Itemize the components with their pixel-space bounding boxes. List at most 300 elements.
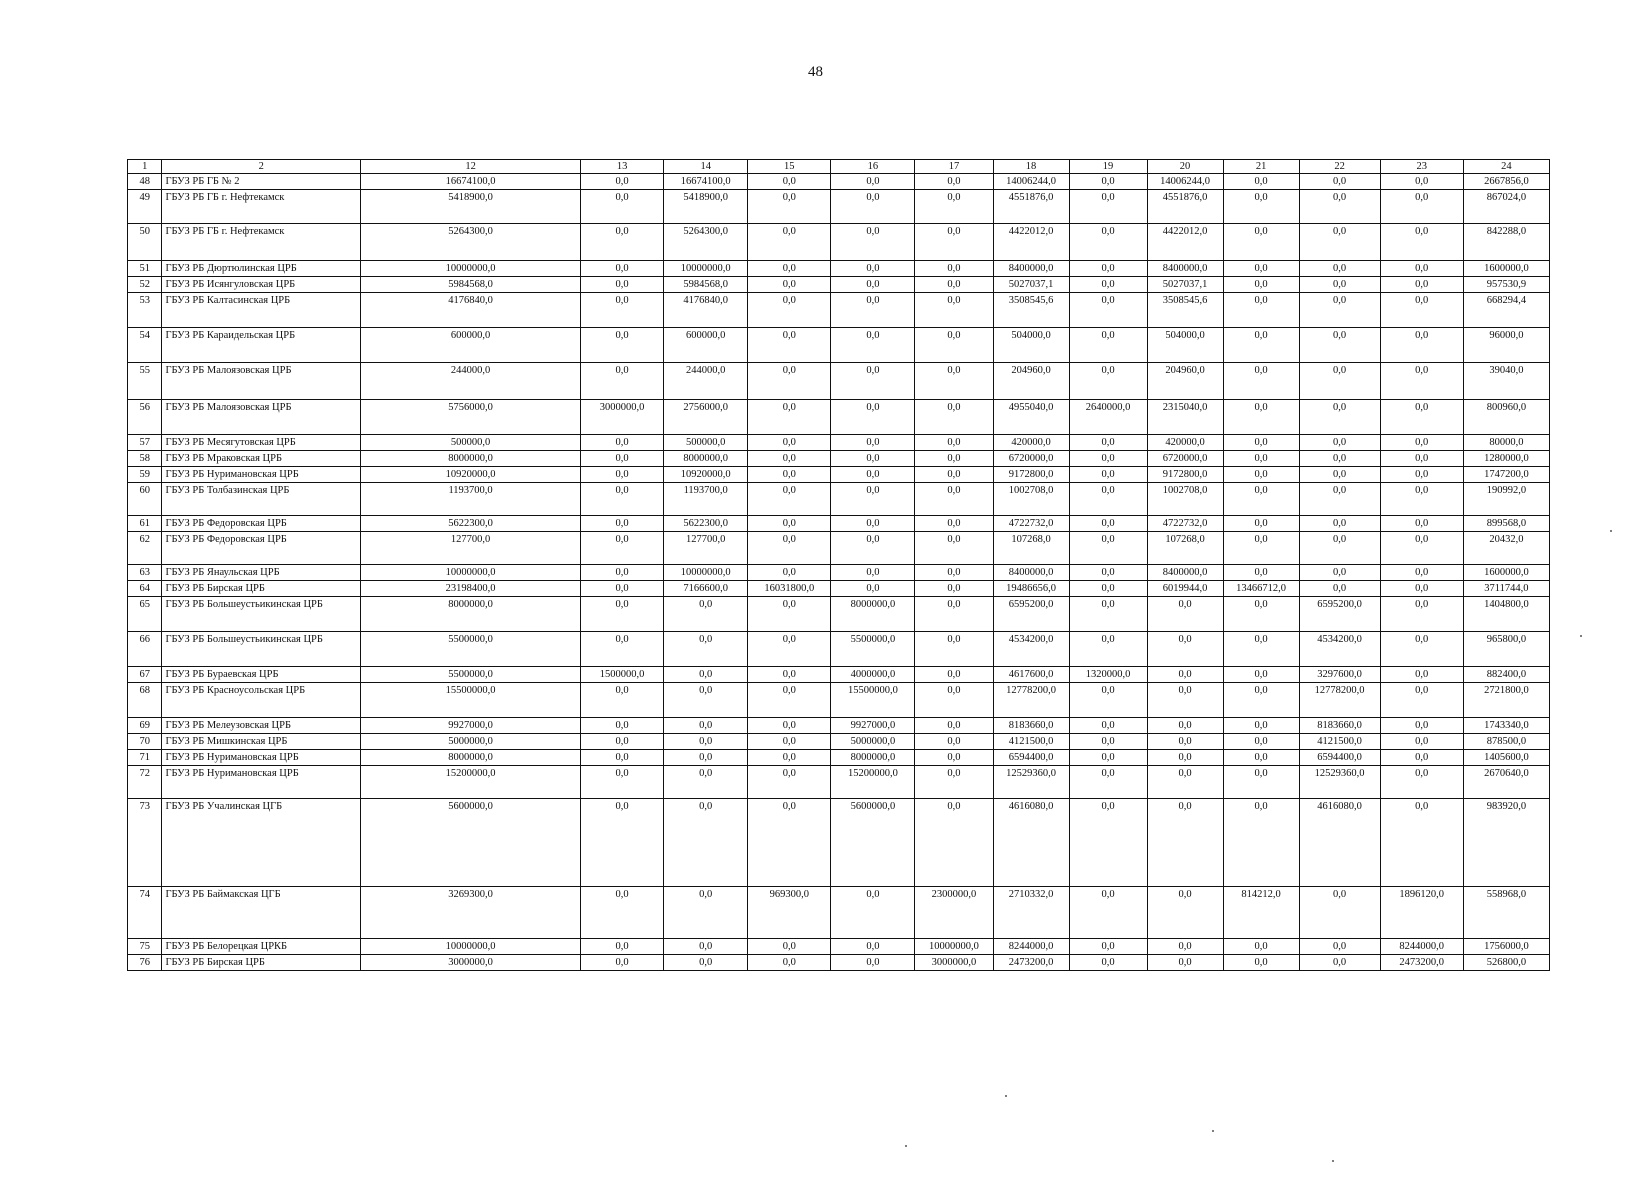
institution-name-cell: ГБУЗ РБ Федоровская ЦРБ: [162, 516, 361, 532]
value-cell: 3000000,0: [581, 400, 664, 435]
value-cell: 0,0: [664, 887, 748, 939]
value-cell: 558968,0: [1463, 887, 1549, 939]
value-cell: 204960,0: [993, 363, 1069, 400]
value-cell: 0,0: [748, 939, 831, 955]
value-cell: 0,0: [1147, 683, 1223, 718]
row-number-cell: 72: [128, 766, 162, 799]
value-cell: 0,0: [748, 483, 831, 516]
column-header: 1: [128, 160, 162, 174]
row-number-cell: 55: [128, 363, 162, 400]
value-cell: 0,0: [915, 597, 993, 632]
value-cell: 0,0: [664, 597, 748, 632]
row-number-cell: 60: [128, 483, 162, 516]
value-cell: 0,0: [831, 363, 915, 400]
value-cell: 0,0: [748, 435, 831, 451]
value-cell: 6019944,0: [1147, 581, 1223, 597]
table-row: [128, 435, 1550, 451]
value-cell: 0,0: [1223, 565, 1299, 581]
value-cell: 800960,0: [1463, 400, 1549, 435]
institution-name-cell: ГБУЗ РБ Большеустьикинская ЦРБ: [162, 632, 361, 667]
value-cell: 0,0: [581, 328, 664, 363]
table-row: [128, 887, 1550, 939]
value-cell: 0,0: [1069, 328, 1147, 363]
value-cell: 5500000,0: [361, 667, 581, 683]
scan-speck: [1212, 1130, 1214, 1132]
value-cell: 0,0: [748, 451, 831, 467]
value-cell: 0,0: [664, 718, 748, 734]
institution-name-cell: ГБУЗ РБ Бирская ЦРБ: [162, 955, 361, 971]
value-cell: 0,0: [1069, 565, 1147, 581]
column-header: 18: [993, 160, 1069, 174]
value-cell: 20432,0: [1463, 532, 1549, 565]
value-cell: 4617600,0: [993, 667, 1069, 683]
value-cell: 6594400,0: [1299, 750, 1380, 766]
value-cell: 15500000,0: [831, 683, 915, 718]
table-header: [128, 160, 1550, 174]
table-row: [128, 328, 1550, 363]
value-cell: 0,0: [915, 451, 993, 467]
value-cell: 0,0: [748, 718, 831, 734]
value-cell: 957530,9: [1463, 277, 1549, 293]
institution-name-cell: ГБУЗ РБ Исянгуловская ЦРБ: [162, 277, 361, 293]
value-cell: 0,0: [1380, 467, 1463, 483]
value-cell: 0,0: [1069, 516, 1147, 532]
value-cell: 0,0: [1223, 683, 1299, 718]
column-header: 24: [1463, 160, 1549, 174]
value-cell: 23198400,0: [361, 581, 581, 597]
value-cell: 8000000,0: [361, 597, 581, 632]
value-cell: 0,0: [664, 939, 748, 955]
value-cell: 1600000,0: [1463, 565, 1549, 581]
value-cell: 0,0: [748, 261, 831, 277]
row-number-cell: 62: [128, 532, 162, 565]
value-cell: 12778200,0: [1299, 683, 1380, 718]
value-cell: 5027037,1: [993, 277, 1069, 293]
value-cell: 0,0: [748, 328, 831, 363]
value-cell: 0,0: [915, 718, 993, 734]
value-cell: 0,0: [915, 261, 993, 277]
institution-name-cell: ГБУЗ РБ ГБ г. Нефтекамск: [162, 224, 361, 261]
value-cell: 0,0: [1299, 363, 1380, 400]
value-cell: 204960,0: [1147, 363, 1223, 400]
value-cell: 0,0: [1299, 887, 1380, 939]
value-cell: 0,0: [1223, 190, 1299, 224]
value-cell: 0,0: [664, 683, 748, 718]
value-cell: 500000,0: [361, 435, 581, 451]
value-cell: 0,0: [1069, 261, 1147, 277]
value-cell: 10000000,0: [915, 939, 993, 955]
value-cell: 0,0: [915, 328, 993, 363]
value-cell: 5264300,0: [361, 224, 581, 261]
row-number-cell: 64: [128, 581, 162, 597]
value-cell: 0,0: [1299, 483, 1380, 516]
value-cell: 4422012,0: [993, 224, 1069, 261]
value-cell: 6594400,0: [993, 750, 1069, 766]
value-cell: 5600000,0: [361, 799, 581, 887]
value-cell: 0,0: [831, 887, 915, 939]
value-cell: 0,0: [1380, 750, 1463, 766]
value-cell: 8000000,0: [361, 750, 581, 766]
value-cell: 4534200,0: [1299, 632, 1380, 667]
institution-name-cell: ГБУЗ РБ Нуримановская ЦРБ: [162, 766, 361, 799]
value-cell: 2670640,0: [1463, 766, 1549, 799]
value-cell: 2315040,0: [1147, 400, 1223, 435]
value-cell: 8000000,0: [831, 597, 915, 632]
value-cell: 0,0: [915, 435, 993, 451]
value-cell: 0,0: [1069, 683, 1147, 718]
value-cell: 0,0: [1223, 766, 1299, 799]
value-cell: 5600000,0: [831, 799, 915, 887]
value-cell: 0,0: [1223, 400, 1299, 435]
value-cell: 0,0: [1069, 939, 1147, 955]
value-cell: 0,0: [831, 581, 915, 597]
value-cell: 8183660,0: [993, 718, 1069, 734]
institution-name-cell: ГБУЗ РБ Федоровская ЦРБ: [162, 532, 361, 565]
value-cell: 0,0: [1380, 174, 1463, 190]
value-cell: 0,0: [581, 718, 664, 734]
value-cell: 0,0: [915, 734, 993, 750]
value-cell: 0,0: [1223, 955, 1299, 971]
value-cell: 0,0: [1147, 632, 1223, 667]
value-cell: 0,0: [831, 174, 915, 190]
institution-name-cell: ГБУЗ РБ Большеустьикинская ЦРБ: [162, 597, 361, 632]
value-cell: 0,0: [1299, 224, 1380, 261]
value-cell: 0,0: [1299, 277, 1380, 293]
row-number-cell: 76: [128, 955, 162, 971]
value-cell: 0,0: [664, 766, 748, 799]
value-cell: 0,0: [581, 750, 664, 766]
value-cell: 0,0: [1147, 955, 1223, 971]
value-cell: 6595200,0: [1299, 597, 1380, 632]
value-cell: 0,0: [1299, 516, 1380, 532]
institution-name-cell: ГБУЗ РБ Красноусольская ЦРБ: [162, 683, 361, 718]
value-cell: 8400000,0: [993, 565, 1069, 581]
value-cell: 0,0: [1147, 667, 1223, 683]
column-header: 14: [664, 160, 748, 174]
value-cell: 0,0: [1147, 750, 1223, 766]
value-cell: 0,0: [1147, 734, 1223, 750]
value-cell: 0,0: [1299, 261, 1380, 277]
value-cell: 10000000,0: [361, 565, 581, 581]
value-cell: 0,0: [915, 516, 993, 532]
scan-speck: [1610, 530, 1612, 532]
value-cell: 0,0: [748, 516, 831, 532]
value-cell: 0,0: [915, 467, 993, 483]
value-cell: 3508545,6: [993, 293, 1069, 328]
value-cell: 0,0: [1223, 532, 1299, 565]
value-cell: 5500000,0: [361, 632, 581, 667]
value-cell: 16674100,0: [361, 174, 581, 190]
institution-name-cell: ГБУЗ РБ Бирская ЦРБ: [162, 581, 361, 597]
value-cell: 8000000,0: [831, 750, 915, 766]
value-cell: 0,0: [831, 328, 915, 363]
value-cell: 0,0: [581, 766, 664, 799]
value-cell: 127700,0: [361, 532, 581, 565]
value-cell: 0,0: [1223, 718, 1299, 734]
value-cell: 5622300,0: [361, 516, 581, 532]
value-cell: 4616080,0: [1299, 799, 1380, 887]
institution-name-cell: ГБУЗ РБ Толбазинская ЦРБ: [162, 483, 361, 516]
value-cell: 5500000,0: [831, 632, 915, 667]
value-cell: 0,0: [1147, 799, 1223, 887]
institution-name-cell: ГБУЗ РБ Месягутовская ЦРБ: [162, 435, 361, 451]
scan-speck: [1005, 1095, 1007, 1097]
value-cell: 0,0: [581, 532, 664, 565]
value-cell: 0,0: [1380, 799, 1463, 887]
value-cell: 8400000,0: [1147, 261, 1223, 277]
institution-name-cell: ГБУЗ РБ ГБ г. Нефтекамск: [162, 190, 361, 224]
value-cell: 0,0: [581, 887, 664, 939]
value-cell: 0,0: [831, 955, 915, 971]
value-cell: 0,0: [1380, 328, 1463, 363]
value-cell: 0,0: [1223, 467, 1299, 483]
row-number-cell: 63: [128, 565, 162, 581]
value-cell: 0,0: [1069, 363, 1147, 400]
institution-name-cell: ГБУЗ РБ Учалинская ЦГБ: [162, 799, 361, 887]
value-cell: 80000,0: [1463, 435, 1549, 451]
value-cell: 4534200,0: [993, 632, 1069, 667]
row-number-cell: 73: [128, 799, 162, 887]
table-row: [128, 581, 1550, 597]
row-number-cell: 49: [128, 190, 162, 224]
value-cell: 0,0: [581, 516, 664, 532]
value-cell: 0,0: [1299, 190, 1380, 224]
value-cell: 0,0: [581, 467, 664, 483]
value-cell: 420000,0: [1147, 435, 1223, 451]
value-cell: 0,0: [831, 467, 915, 483]
column-header: 21: [1223, 160, 1299, 174]
value-cell: 1405600,0: [1463, 750, 1549, 766]
value-cell: 9927000,0: [831, 718, 915, 734]
value-cell: 1193700,0: [664, 483, 748, 516]
column-header: 19: [1069, 160, 1147, 174]
row-number-cell: 57: [128, 435, 162, 451]
table-row: [128, 363, 1550, 400]
value-cell: 244000,0: [361, 363, 581, 400]
value-cell: 0,0: [1069, 597, 1147, 632]
value-cell: 0,0: [1299, 565, 1380, 581]
scan-speck: [1332, 1160, 1334, 1162]
value-cell: 0,0: [1299, 293, 1380, 328]
column-header: 13: [581, 160, 664, 174]
table-row: [128, 174, 1550, 190]
value-cell: 0,0: [1147, 939, 1223, 955]
value-cell: 1002708,0: [993, 483, 1069, 516]
row-number-cell: 65: [128, 597, 162, 632]
institution-name-cell: ГБУЗ РБ Мелеузовская ЦРБ: [162, 718, 361, 734]
value-cell: 0,0: [1147, 766, 1223, 799]
value-cell: 5027037,1: [1147, 277, 1223, 293]
value-cell: 9172800,0: [1147, 467, 1223, 483]
value-cell: 420000,0: [993, 435, 1069, 451]
column-header: 23: [1380, 160, 1463, 174]
value-cell: 0,0: [748, 799, 831, 887]
value-cell: 0,0: [1380, 565, 1463, 581]
value-cell: 0,0: [1223, 277, 1299, 293]
value-cell: 0,0: [581, 597, 664, 632]
value-cell: 0,0: [1380, 683, 1463, 718]
value-cell: 3711744,0: [1463, 581, 1549, 597]
table-row: [128, 632, 1550, 667]
institution-name-cell: ГБУЗ РБ Баймакская ЦГБ: [162, 887, 361, 939]
value-cell: 0,0: [581, 565, 664, 581]
value-cell: 0,0: [915, 750, 993, 766]
value-cell: 0,0: [1380, 224, 1463, 261]
value-cell: 878500,0: [1463, 734, 1549, 750]
value-cell: 0,0: [1299, 328, 1380, 363]
value-cell: 107268,0: [993, 532, 1069, 565]
table-row: [128, 467, 1550, 483]
value-cell: 4000000,0: [831, 667, 915, 683]
value-cell: 0,0: [581, 734, 664, 750]
table-row: [128, 734, 1550, 750]
value-cell: 842288,0: [1463, 224, 1549, 261]
value-cell: 526800,0: [1463, 955, 1549, 971]
value-cell: 0,0: [915, 799, 993, 887]
value-cell: 4121500,0: [1299, 734, 1380, 750]
table-row: [128, 597, 1550, 632]
value-cell: 0,0: [1069, 224, 1147, 261]
value-cell: 127700,0: [664, 532, 748, 565]
institution-name-cell: ГБУЗ РБ Дюртюлинская ЦРБ: [162, 261, 361, 277]
value-cell: 0,0: [748, 565, 831, 581]
value-cell: 0,0: [664, 632, 748, 667]
value-cell: 1280000,0: [1463, 451, 1549, 467]
value-cell: 0,0: [1380, 718, 1463, 734]
value-cell: 965800,0: [1463, 632, 1549, 667]
value-cell: 0,0: [1380, 483, 1463, 516]
value-cell: 0,0: [1223, 363, 1299, 400]
value-cell: 668294,4: [1463, 293, 1549, 328]
table-row: [128, 750, 1550, 766]
value-cell: 0,0: [831, 190, 915, 224]
value-cell: 0,0: [1069, 190, 1147, 224]
table-body: [128, 174, 1550, 971]
value-cell: 0,0: [831, 400, 915, 435]
value-cell: 983920,0: [1463, 799, 1549, 887]
value-cell: 3269300,0: [361, 887, 581, 939]
table-row: [128, 190, 1550, 224]
value-cell: 1500000,0: [581, 667, 664, 683]
value-cell: 0,0: [1299, 939, 1380, 955]
value-cell: 1896120,0: [1380, 887, 1463, 939]
value-cell: 0,0: [831, 261, 915, 277]
table-row: [128, 766, 1550, 799]
value-cell: 8244000,0: [1380, 939, 1463, 955]
value-cell: 4955040,0: [993, 400, 1069, 435]
value-cell: 0,0: [664, 667, 748, 683]
value-cell: 15500000,0: [361, 683, 581, 718]
value-cell: 0,0: [1223, 597, 1299, 632]
value-cell: 0,0: [1380, 261, 1463, 277]
value-cell: 0,0: [1223, 939, 1299, 955]
value-cell: 8000000,0: [664, 451, 748, 467]
value-cell: 0,0: [1147, 597, 1223, 632]
value-cell: 0,0: [1069, 632, 1147, 667]
value-cell: 0,0: [581, 632, 664, 667]
value-cell: 0,0: [1069, 532, 1147, 565]
value-cell: 0,0: [831, 483, 915, 516]
value-cell: 0,0: [1147, 718, 1223, 734]
value-cell: 14006244,0: [993, 174, 1069, 190]
value-cell: 0,0: [581, 190, 664, 224]
value-cell: 6720000,0: [1147, 451, 1223, 467]
value-cell: 0,0: [748, 750, 831, 766]
value-cell: 5984568,0: [664, 277, 748, 293]
value-cell: 4722732,0: [993, 516, 1069, 532]
value-cell: 0,0: [1069, 799, 1147, 887]
value-cell: 5418900,0: [361, 190, 581, 224]
value-cell: 0,0: [581, 955, 664, 971]
table-row: [128, 565, 1550, 581]
value-cell: 12529360,0: [1299, 766, 1380, 799]
value-cell: 0,0: [915, 174, 993, 190]
row-number-cell: 68: [128, 683, 162, 718]
value-cell: 0,0: [1380, 400, 1463, 435]
value-cell: 0,0: [1223, 328, 1299, 363]
row-number-cell: 66: [128, 632, 162, 667]
value-cell: 0,0: [1223, 632, 1299, 667]
value-cell: 1193700,0: [361, 483, 581, 516]
value-cell: 0,0: [915, 190, 993, 224]
value-cell: 0,0: [915, 277, 993, 293]
value-cell: 16674100,0: [664, 174, 748, 190]
value-cell: 0,0: [915, 581, 993, 597]
value-cell: 0,0: [581, 451, 664, 467]
value-cell: 3297600,0: [1299, 667, 1380, 683]
institution-name-cell: ГБУЗ РБ Мраковская ЦРБ: [162, 451, 361, 467]
value-cell: 0,0: [748, 174, 831, 190]
value-cell: 0,0: [1299, 435, 1380, 451]
value-cell: 0,0: [581, 363, 664, 400]
value-cell: 1743340,0: [1463, 718, 1549, 734]
table-row: [128, 483, 1550, 516]
value-cell: 0,0: [831, 293, 915, 328]
value-cell: 0,0: [581, 174, 664, 190]
institution-name-cell: ГБУЗ РБ ГБ № 2: [162, 174, 361, 190]
value-cell: 1747200,0: [1463, 467, 1549, 483]
value-cell: 899568,0: [1463, 516, 1549, 532]
value-cell: 2640000,0: [1069, 400, 1147, 435]
value-cell: 4616080,0: [993, 799, 1069, 887]
table-row: [128, 955, 1550, 971]
value-cell: 96000,0: [1463, 328, 1549, 363]
column-header: 17: [915, 160, 993, 174]
institution-name-cell: ГБУЗ РБ Калтасинская ЦРБ: [162, 293, 361, 328]
value-cell: 0,0: [748, 532, 831, 565]
value-cell: 882400,0: [1463, 667, 1549, 683]
value-cell: 0,0: [1380, 451, 1463, 467]
row-number-cell: 70: [128, 734, 162, 750]
value-cell: 0,0: [1223, 261, 1299, 277]
value-cell: 1002708,0: [1147, 483, 1223, 516]
value-cell: 0,0: [1069, 467, 1147, 483]
value-cell: 0,0: [1069, 581, 1147, 597]
value-cell: 244000,0: [664, 363, 748, 400]
value-cell: 0,0: [1380, 435, 1463, 451]
value-cell: 0,0: [1069, 887, 1147, 939]
value-cell: 600000,0: [664, 328, 748, 363]
table-row: [128, 293, 1550, 328]
value-cell: 5984568,0: [361, 277, 581, 293]
value-cell: 0,0: [1380, 363, 1463, 400]
value-cell: 0,0: [1069, 483, 1147, 516]
value-cell: 969300,0: [748, 887, 831, 939]
institution-name-cell: ГБУЗ РБ Мишкинская ЦРБ: [162, 734, 361, 750]
value-cell: 2721800,0: [1463, 683, 1549, 718]
value-cell: 4722732,0: [1147, 516, 1223, 532]
value-cell: 0,0: [1380, 532, 1463, 565]
